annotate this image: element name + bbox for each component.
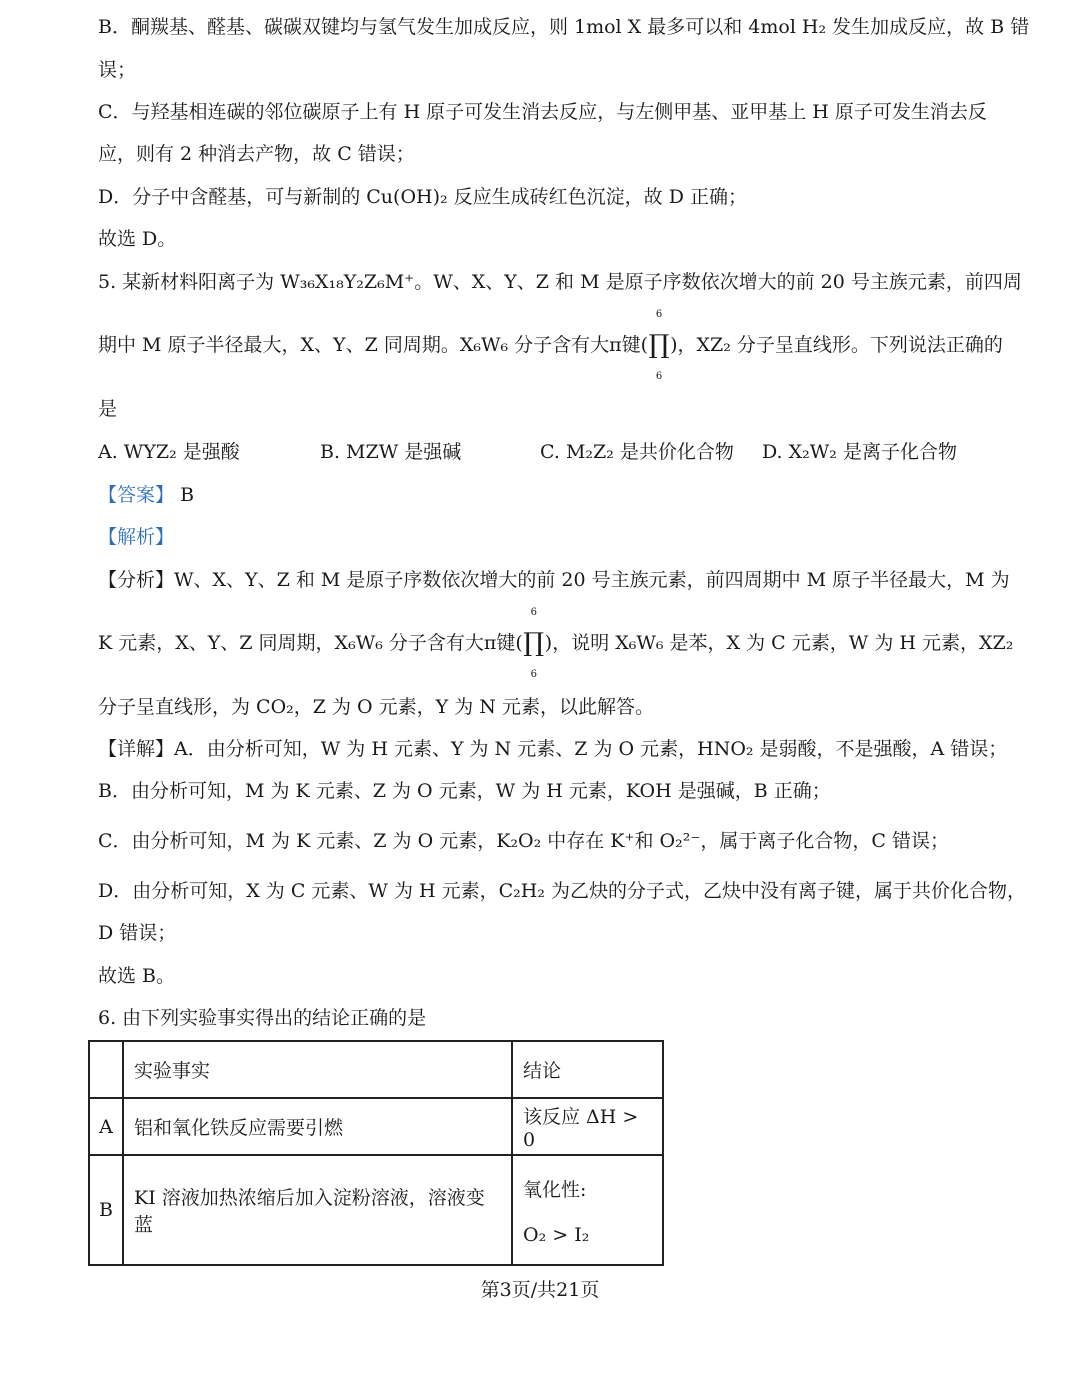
pi-bond-symbol bbox=[523, 607, 545, 680]
conclusion-line-2: O₂ > I₂ bbox=[523, 1223, 590, 1246]
option-a: A. WYZ₂ 是强酸 bbox=[98, 441, 240, 463]
row-fact: 铝和氧化铁反应需要引燃 bbox=[123, 1098, 512, 1155]
detail-line-6: 故选 B。 bbox=[98, 965, 176, 987]
row-label: B bbox=[89, 1155, 123, 1265]
q5-text-post: )，XZ₂ 分子呈直线形。下列说法正确的 bbox=[670, 334, 1003, 356]
table-header-cell: 结论 bbox=[512, 1041, 663, 1098]
detail-line-3: C．由分析可知，M 为 K 元素、Z 为 O 元素，K₂O₂ 中存在 K⁺和 O₂²⁻，属于离子化合物，C 错误； bbox=[98, 830, 949, 852]
row-conclusion bbox=[512, 1155, 663, 1265]
pi-bottom: 6 bbox=[530, 669, 537, 680]
text-line: 故选 D。 bbox=[98, 228, 177, 250]
text-line: B．酮羰基、醛基、碳碳双键均与氢气发生加成反应，则 1mol X 最多可以和 4mol H₂ 发生加成反应，故 B 错 bbox=[98, 16, 1030, 38]
text-line: D．分子中含醛基，可与新制的 Cu(OH)₂ 反应生成砖红色沉淀，故 D 正确； bbox=[98, 186, 747, 208]
answer-tag: 【答案】 bbox=[98, 484, 175, 506]
pi-bottom: 6 bbox=[655, 371, 663, 382]
answer-line bbox=[98, 482, 194, 508]
analysis-line-2 bbox=[98, 607, 1014, 680]
pi-sym: ∏ bbox=[523, 628, 545, 658]
row-fact: KI 溶液加热浓缩后加入淀粉溶液，溶液变蓝 bbox=[123, 1155, 512, 1265]
question-5-line-1: 5. 某新材料阳离子为 W₃₆X₁₈Y₂Z₆M⁺。W、X、Y、Z 和 M 是原子序数依次增大的前 20 号主族元素，前四周 bbox=[98, 271, 1022, 293]
row-conclusion: 该反应 ΔH > 0 bbox=[512, 1098, 663, 1155]
row-label: A bbox=[89, 1098, 123, 1155]
q5-text-pre: 期中 M 原子半径最大，X、Y、Z 同周期。X₆W₆ 分子含有大π键( bbox=[98, 334, 649, 356]
detail-line-2: B．由分析可知，M 为 K 元素、Z 为 O 元素，W 为 H 元素，KOH 是强碱，B 正确； bbox=[98, 780, 831, 802]
detail-line-5: D 错误； bbox=[98, 922, 177, 944]
page-footer: 第3页/共21页 bbox=[480, 1279, 600, 1301]
experiment-table bbox=[88, 1040, 664, 1266]
pi-top: 6 bbox=[655, 309, 663, 320]
analysis-line-3: 分子呈直线形，为 CO₂，Z 为 O 元素，Y 为 N 元素，以此解答。 bbox=[98, 696, 654, 718]
table-header-row bbox=[89, 1041, 663, 1098]
option-d: D. X₂W₂ 是离子化合物 bbox=[762, 441, 957, 463]
table-header-cell: 实验事实 bbox=[123, 1041, 512, 1098]
table-row bbox=[89, 1155, 663, 1265]
option-c: C. M₂Z₂ 是共价化合物 bbox=[540, 441, 734, 463]
pi-top: 6 bbox=[530, 607, 537, 618]
answer-value: B bbox=[180, 484, 195, 506]
pi-sym: ∏ bbox=[648, 330, 670, 360]
text-line: 应，则有 2 种消去产物，故 C 错误； bbox=[98, 143, 415, 165]
conclusion-line-1: 氧化性: bbox=[523, 1178, 587, 1201]
option-b: B. MZW 是强碱 bbox=[320, 441, 462, 463]
analysis-line-1: 【分析】W、X、Y、Z 和 M 是原子序数依次增大的前 20 号主族元素，前四周期中 M 原子半径最大，M 为 bbox=[98, 569, 1010, 591]
question-5-line-3: 是 bbox=[98, 398, 118, 420]
detail-line-4: D．由分析可知，X 为 C 元素、W 为 H 元素，C₂H₂ 为乙炔的分子式，乙炔中没有离子键，属于共价化合物， bbox=[98, 880, 1027, 902]
table-header-cell bbox=[89, 1041, 123, 1098]
pi-bond-symbol bbox=[648, 309, 670, 382]
analysis-tag: 【解析】 bbox=[98, 526, 175, 548]
fx-text-pre: K 元素，X、Y、Z 同周期，X₆W₆ 分子含有大π键( bbox=[98, 632, 523, 654]
table-row bbox=[89, 1098, 663, 1155]
detail-line-1: 【详解】A．由分析可知，W 为 H 元素、Y 为 N 元素、Z 为 O 元素，HNO₂ 是弱酸，不是强酸，A 错误； bbox=[98, 738, 1008, 760]
fx-text-post: )，说明 X₆W₆ 是苯，X 为 C 元素，W 为 H 元素，XZ₂ bbox=[544, 632, 1014, 654]
question-5-line-2 bbox=[98, 309, 1003, 382]
question-6: 6. 由下列实验事实得出的结论正确的是 bbox=[98, 1007, 427, 1029]
text-line: C．与羟基相连碳的邻位碳原子上有 H 原子可发生消去反应，与左侧甲基、亚甲基上 H 原子可发生消去反 bbox=[98, 101, 987, 123]
text-line: 误； bbox=[98, 59, 137, 81]
